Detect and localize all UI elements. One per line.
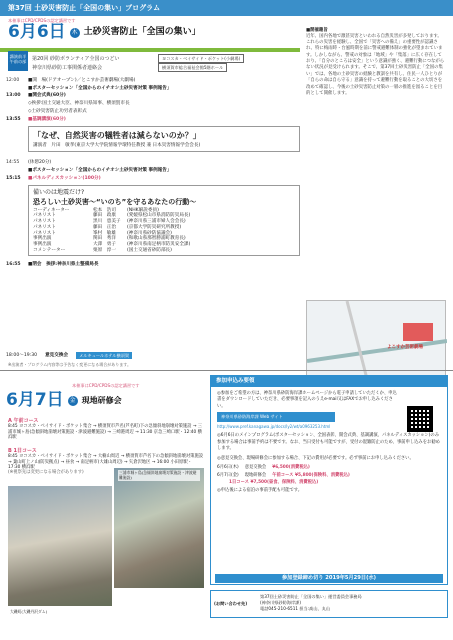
- day2-heading: [6, 392, 122, 409]
- day2-dow: 金: [69, 396, 76, 404]
- participation-p1: ◎参加をご希望の方は、神奈川県砂防海岸課ホームページから電子申請していただくか、申込書をダウンロードしていただき、必要事項を記入のうえe-mail又はFAXでお申し込みください。: [217, 390, 397, 409]
- panelist-row: パネリスト 黒川 恵美子 (神奈川県三浦市婦人会会長): [33, 219, 186, 225]
- banquet-time: 18:00〜19:30: [6, 352, 38, 358]
- course-b-text: 8:45 ヨコスカ・ベイサイド・ポケット集合 → 大楠山周辺 → 横須賀市芦名下の急傾斜地崩壊対策施設 → 葉山町上ノ山(防災拠点) → 昼食 → 南足柄市(大雄山周辺) → 矢倉沢地区 → 16:00 小田原駅・17:30 横浜駅: [8, 454, 204, 470]
- schedule-row: 14:55 (休憩20分): [6, 160, 52, 166]
- participation-heading: 参加申込み要領: [211, 376, 447, 387]
- lecture-block: [6, 124, 300, 154]
- photo-caption-2: 大磯町(大磯丹沢ダム): [10, 609, 48, 614]
- participation-p4: ◎申込後による宿泊の事前手配も可能です。: [217, 487, 303, 493]
- schedule-row: ■ポスターセッション「全国からのイチオシ土砂災害対策 事例報告」: [28, 167, 172, 173]
- fee-row: 6月6日(木) 意見交換会 ¥6,500(消費税込): [217, 465, 310, 471]
- panelist-row: コーディネーター 松本 浩司 (NHK解説委員): [33, 207, 159, 213]
- page-header: [0, 0, 453, 16]
- schedule-row: ◇土砂災害防止功労者表彰式: [28, 108, 87, 114]
- map-venue-label: よこすか芸術劇場: [387, 345, 423, 350]
- schedule: [6, 78, 300, 270]
- sub-event-1-venue: ヨコスカ・ベイサイド・ポケット(小劇場): [158, 54, 244, 63]
- cpd-note-2: 本催事はCPD/CPDSの認定講習です: [72, 383, 140, 388]
- venue-map: [306, 300, 446, 378]
- day1-title: 土砂災害防止「全国の集い」: [83, 26, 201, 37]
- purpose-heading: ■開催趣旨: [306, 28, 328, 33]
- course-a-text: 8:45 ヨコスカ・ベイサイド・ポケット集合 → 横須賀市芦名(芦名町)下の急傾斜地崩壊対策施設 → 三浦市城ヶ島(急傾斜地崩壊対策施設・津波避難施設) → 三崎港周辺 → 11:30 京急三崎口駅・12:40 横浜駅: [8, 424, 203, 440]
- photo-coast: [114, 468, 204, 588]
- panelist-row: パネリスト 峯村 敏雄 (神奈川県砂防協議会): [33, 230, 172, 236]
- purpose-text: 近年、国内各地で激甚災害といわれる自然災害が多発しております。これらの災害を経験し、全国で「災害への備え」の重要性が認識され、特に梅雨時・台風時期を前に警戒避難体制の強化が望まれています。しかしながら、警戒の対象は「地域」や「集落」に広く存在しており、「自分のところは安全」という意識が強く、避難行動につながらない状況が見受けられます。そこで、第37回土砂災害防止「全国の集い」では、各地の土砂災害の経験と教訓を共有し、住民一人ひとりが「自らの命は自ら守る」意識を持って避難行動を取ることの大切さを改めて確認し、今後の土砂災害防止対策の一層の推進を図ることを目的として開催します。: [306, 33, 445, 96]
- inquiry-line2: (神奈川県砂防海岸課): [260, 599, 301, 605]
- badge: 講演前半 午前の部: [8, 51, 28, 71]
- inquiry-line1: 第37回土砂災害防止「全国の集い」運営委員会事務局: [260, 594, 362, 599]
- panel-title: 恐ろしい土砂災害〜“いのち”を守るあなたの行動〜: [33, 197, 197, 206]
- participation-p2: ◎6月6日のメインプログラム(ポスターセッション、全国表彰、開会式典、基調講演、パネルディスカッション)のみ参加する場合は事前予約は不要です。なお、当日受付も可能ですが、受付の混雑防止のため、事前申し込みをお勧めします。: [217, 433, 440, 452]
- panelist-row: 事例出演 大澤 勇子 (神奈川県南足柄市防災安全課): [33, 242, 191, 247]
- sub-event-2-text: 神奈川県砂防工事関係者連絡会: [32, 64, 103, 71]
- website-url[interactable]: http://www.pref.kanagawa.jp/docs/ly2/wt/a0963253.html: [217, 424, 331, 430]
- inquiry-label: (お問い合わせ先): [214, 601, 248, 607]
- participation-p3: ◎意見交換会、現場研修会に参加する場合、下記の費用が必要です。必ず事前にお申し込みください。: [217, 455, 414, 461]
- map-graphic: [307, 301, 447, 379]
- qr-code[interactable]: [407, 406, 433, 432]
- purpose-section: [306, 28, 446, 97]
- lecture-speaker: 講演者 片田 敏孝(東京大学大学院情報学環特任教授 兼 日本災害情報学会会長): [33, 143, 201, 149]
- day1-heading: [8, 24, 201, 41]
- schedule-row: 15:15 ■パネルディスカッション(100分): [6, 175, 101, 181]
- schedule-row: 13:00 ■開会式典(60分): [6, 93, 66, 99]
- schedule-row: 12:00 ■開 場(ドアオープン)／とこすか芸術劇場(大劇場): [6, 78, 136, 83]
- day1-dow: 木: [71, 28, 78, 36]
- sub-event-2-venue: 横須賀市総合福祉会館5階ホール: [158, 63, 227, 72]
- cpd-note: 本催事はCPD/CPDSの認定講習です: [8, 18, 76, 23]
- website-label: 神奈川県砂防海岸課 Web サイト: [217, 412, 335, 422]
- panelist-row: 事例出演 関田 秀洋 (和歌山県那智勝浦町教育長): [33, 236, 186, 242]
- schedule-row: ◇挨拶:国土交通大臣、神奈川県知事、横須賀市長: [28, 101, 130, 107]
- panel-block: [6, 183, 300, 258]
- inquiry-line3: 電話045-210-6511 担当:髙山、丸山: [260, 605, 331, 611]
- panel-question: 備いのは地震だけ?: [33, 189, 85, 197]
- photo-dam: [8, 486, 112, 606]
- course-b-heading: B 1日コース: [8, 448, 37, 454]
- banquet-venue: メルキュールホテル横須賀: [76, 352, 132, 359]
- deadline-banner: 参加登録締め切り 2019年5月29日(水): [215, 574, 443, 583]
- panelist-row: コメンテーター 栗原 淳一 (国土交通省砂防部長): [33, 247, 172, 253]
- panelist-row: パネリスト 藤田 正治 (京都大学防災研究所教授): [33, 224, 182, 230]
- schedule-row: ■ポスターセッション「全国からのイチオシ土砂災害対策 事例報告」: [28, 85, 172, 91]
- divider: [0, 370, 453, 371]
- course-b-note: (※視察先は変更になる場合があります): [8, 470, 84, 476]
- sub-event-1: [32, 54, 244, 63]
- panelist-row: パネリスト 藤田 政康 (愛媛県松山市県消防防災局長): [33, 213, 191, 219]
- participation-box: [210, 375, 448, 585]
- header-title: 第37回 土砂災害防止「全国の集い」プログラム: [8, 3, 161, 12]
- fee-row: 1日コース ¥7,500(昼食、保険料、消費税込): [229, 480, 319, 486]
- lecture-title: 「なぜ、自然災害の犠牲者は減らないのか？」: [33, 131, 201, 141]
- course-a-heading: A 午前コース: [8, 418, 39, 424]
- day2-title: 現地研修会: [81, 395, 122, 405]
- divider: [0, 48, 300, 52]
- schedule-row: 16:55 ■閉会 挨拶:神奈川県土整備局長: [6, 262, 99, 268]
- banquet-row: [6, 352, 306, 359]
- course-a: [8, 418, 204, 440]
- photo-caption-1: 三浦市城ヶ島(急傾斜地崩壊対策施設・津波避難施設): [118, 470, 200, 481]
- inquiry-box: [210, 590, 448, 618]
- sub-event-1-text: 第20回 砂防ボランティア全国のつどい: [32, 55, 120, 62]
- banquet-label: 意見交換会: [45, 352, 69, 358]
- fee-row: 6月7日(金) 現地研修会 午前コース ¥5,800(保険料、消費税込): [217, 472, 350, 478]
- day1-date: 6月6日: [8, 22, 66, 42]
- day2-date: 6月7日: [6, 390, 64, 410]
- footnote: ※出演者・プログラム内容等は予告なく変更になる場合があります。: [8, 362, 131, 367]
- sub-event-2: [32, 63, 227, 72]
- schedule-row: 13:55 ■基調講演(60分): [6, 116, 66, 122]
